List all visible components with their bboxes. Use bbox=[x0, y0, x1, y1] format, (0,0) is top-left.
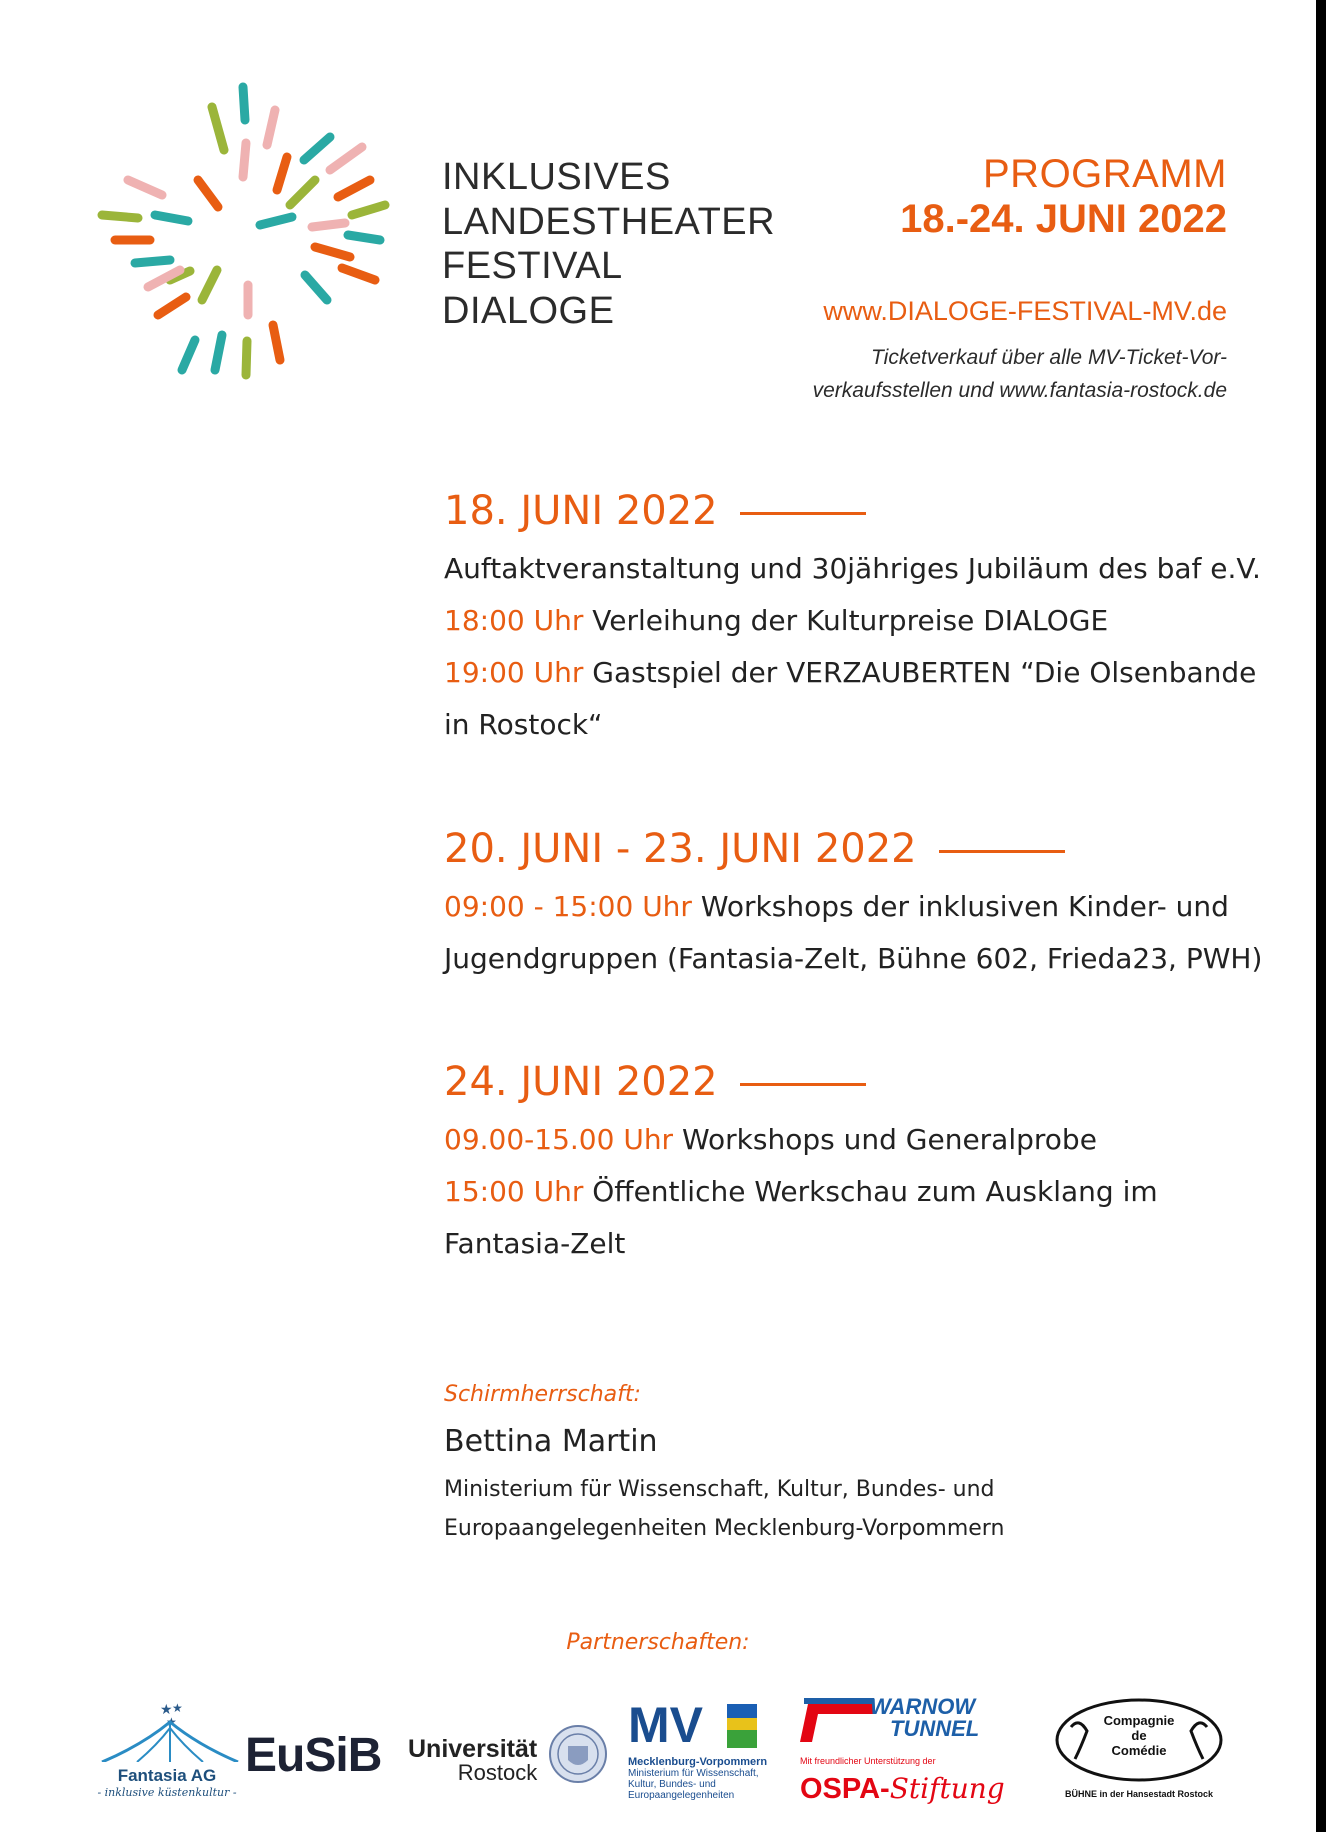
svg-text:★: ★ bbox=[166, 1715, 177, 1729]
program-line: 19:00 Uhr Gastspiel der VERZAUBERTEN “Die Olsenbande bbox=[444, 656, 1257, 689]
program-line: in Rostock“ bbox=[444, 708, 603, 741]
compagnie-de-comedie-logo: Compagnie de Comédie BÜHNE in der Hansestadt Rostock bbox=[1048, 1697, 1230, 1805]
patron-ministry: Ministerium für Wissenschaft, Kultur, Bundes- und Europaangelegenheiten Mecklenburg-Vorpommern bbox=[444, 1477, 1005, 1541]
logo-stroke bbox=[102, 215, 138, 218]
mv-ministry-logo: MV Mecklenburg-Vorpommern Ministerium für Wissenschaft, Kultur, Bundes- und Europaangelegenheiten bbox=[628, 1697, 768, 1801]
logo-stroke bbox=[342, 268, 375, 280]
university-seal-icon bbox=[548, 1724, 608, 1784]
ospa-stiftung-logo: OSPA-Stiftung bbox=[800, 1772, 1005, 1805]
logo-stroke bbox=[277, 157, 287, 190]
logo-stroke bbox=[305, 275, 327, 300]
partners-label: Partnerschaften: bbox=[566, 1630, 750, 1655]
eusib-logo: EuSiB bbox=[245, 1729, 382, 1782]
logo-stroke bbox=[158, 297, 186, 315]
programm-label: PROGRAMM bbox=[983, 152, 1227, 196]
logo-stroke bbox=[135, 260, 170, 263]
logo-stroke bbox=[267, 110, 275, 145]
heading-rule bbox=[740, 512, 866, 515]
program-day-section bbox=[444, 1055, 1244, 1270]
warnow-tunnel-logo: WARNOW TUNNEL bbox=[800, 1696, 990, 1748]
logo-stroke bbox=[273, 325, 280, 360]
logo-stroke bbox=[312, 223, 345, 227]
festival-logo bbox=[80, 75, 410, 395]
logo-stroke bbox=[182, 340, 195, 370]
program-line: 18:00 Uhr Verleihung der Kulturpreise DIALOGE bbox=[444, 604, 1109, 637]
day-heading: 20. JUNI - 23. JUNI 2022 bbox=[444, 822, 1244, 876]
logo-stroke bbox=[246, 341, 247, 375]
patronage-label: Schirmherrschaft: bbox=[444, 1382, 641, 1407]
universitaet-rostock-logo: Universität Rostock bbox=[408, 1735, 538, 1785]
day-heading: 24. JUNI 2022 bbox=[444, 1055, 1244, 1109]
program-line: Fantasia-Zelt bbox=[444, 1227, 626, 1260]
logo-stroke bbox=[243, 143, 246, 177]
website-link[interactable]: www.DIALOGE-FESTIVAL-MV.de bbox=[823, 296, 1227, 326]
logo-stroke bbox=[315, 247, 350, 257]
logo-stroke bbox=[338, 180, 370, 197]
heading-rule bbox=[740, 1083, 866, 1086]
festival-name: INKLUSIVES LANDESTHEATER FESTIVAL DIALOGE bbox=[442, 156, 776, 332]
logo-stroke bbox=[212, 107, 224, 150]
support-note: Mit freundlicher Unterstützung der bbox=[800, 1756, 936, 1766]
tent-icon bbox=[92, 1700, 242, 1762]
program-line: 15:00 Uhr Öffentliche Werkschau zum Ausklang im bbox=[444, 1175, 1158, 1208]
program-line: Auftaktveranstaltung und 30jähriges Jubiläum des baf e.V. bbox=[444, 552, 1261, 585]
svg-text:★: ★ bbox=[160, 1702, 173, 1718]
logo-stroke bbox=[352, 205, 385, 215]
mv-flag-icon bbox=[711, 1704, 757, 1748]
program-line: Jugendgruppen (Fantasia-Zelt, Bühne 602, Frieda23, PWH) bbox=[444, 942, 1263, 975]
program-line: 09:00 - 15:00 Uhr Workshops der inklusiven Kinder- und bbox=[444, 890, 1229, 923]
svg-text:★: ★ bbox=[172, 1701, 183, 1715]
logo-stroke bbox=[330, 147, 362, 170]
ticket-info: Ticketverkauf über alle MV-Ticket-Vor- verkaufsstellen und www.fantasia-rostock.de bbox=[812, 346, 1227, 402]
festival-dates: 18.-24. JUNI 2022 bbox=[900, 197, 1227, 241]
tunnel-icon bbox=[800, 1698, 874, 1742]
day-heading: 18. JUNI 2022 bbox=[444, 484, 1244, 538]
patron-name: Bettina Martin bbox=[444, 1424, 658, 1459]
logo-stroke bbox=[290, 180, 315, 205]
fantasia-ag-logo: ★ ★ ★ Fantasia AG - inklusive küstenkultur - bbox=[92, 1700, 242, 1800]
logo-stroke bbox=[243, 87, 245, 120]
logo-stroke bbox=[260, 217, 292, 225]
logo-stroke bbox=[215, 335, 222, 370]
logo-stroke bbox=[198, 180, 218, 207]
logo-stroke bbox=[128, 180, 162, 195]
logo-stroke bbox=[202, 270, 217, 300]
program-day-section bbox=[444, 484, 1261, 751]
program-line: 09.00-15.00 Uhr Workshops und Generalprobe bbox=[444, 1123, 1097, 1156]
heading-rule bbox=[939, 850, 1065, 853]
logo-stroke bbox=[155, 215, 188, 221]
logo-stroke bbox=[304, 137, 330, 160]
logo-stroke bbox=[348, 235, 380, 240]
program-day-section bbox=[444, 822, 1263, 985]
